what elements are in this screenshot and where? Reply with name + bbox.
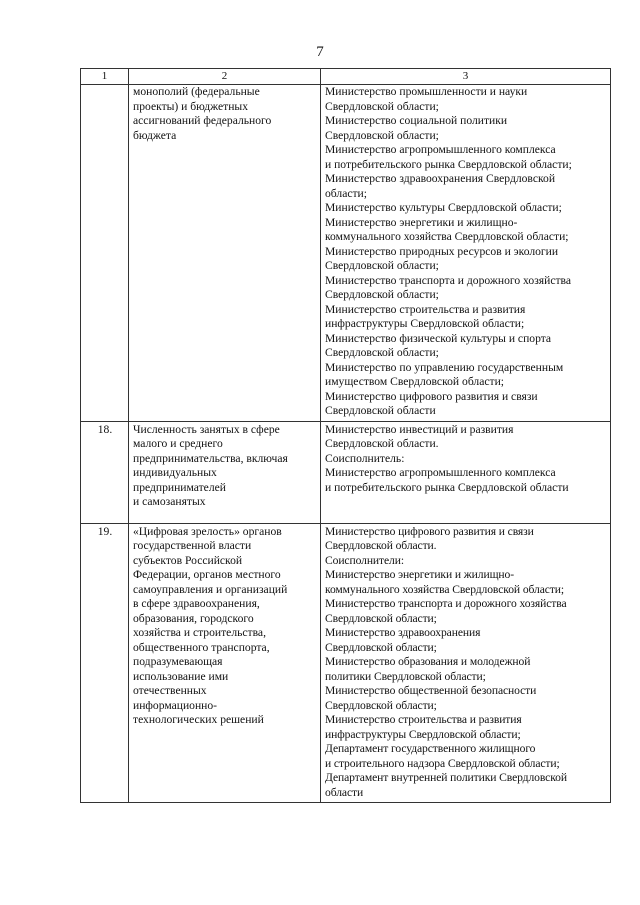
executors-cell: Министерство цифрового развития и связи Свердловской области. Соисполнители: Министерство энергетики и жилищно- коммунального хозяйства Свердловской области; Министерство транспорта и дорожного хозяйства Свердловской области; Министерство здравоохранения Свердловской области; Министерство образования и молодежной политики Свердловской области; Министерство общественной безопасности Свердловской области; Министерство строительства и развития инфраструктуры Свердловской области; Департамент государственного жилищного и строительного надзора Свердловской области; Департамент внутренней политики Свердловской области (321, 523, 611, 803)
row-number: 18. (81, 421, 129, 523)
header-col-1: 1 (81, 69, 129, 85)
row-number: 19. (81, 523, 129, 803)
executors-cell: Министерство промышленности и науки Свердловской области; Министерство социальной политики Свердловской области; Министерство агропромышленного комплекса и потребительского рынка Свердловской области; Министерство здравоохранения Свердловской области; Министерство культуры Свердловской области; Министерство энергетики и жилищно- коммунального хозяйства Свердловской области; Министерство природных ресурсов и экологии Свердловской области; Министерство транспорта и дорожного хозяйства Свердловской области; Министерство строительства и развития инфраструктуры Свердловской области; Министерство физической культуры и спорта Свердловской области; Министерство по управлению государственным имуществом Свердловской области; Министерство цифрового развития и связи Свердловской области (321, 85, 611, 422)
responsibility-table (80, 68, 611, 803)
table-row (81, 421, 611, 523)
executors-cell: Министерство инвестиций и развития Свердловской области. Соисполнитель: Министерство агропромышленного комплекса и потребительского рынка Свердловской области (321, 421, 611, 523)
table-row (81, 523, 611, 803)
header-col-3: 3 (321, 69, 611, 85)
indicator-cell: Численность занятых в сфере малого и среднего предпринимательства, включая индивидуальных предпринимателей и самозанятых (129, 421, 321, 523)
table-header-row (81, 69, 611, 85)
table-row (81, 85, 611, 422)
indicator-cell: монополий (федеральные проекты) и бюджетных ассигнований федерального бюджета (129, 85, 321, 422)
row-number (81, 85, 129, 422)
header-col-2: 2 (129, 69, 321, 85)
page-number: 7 (316, 44, 324, 60)
indicator-cell: «Цифровая зрелость» органов государственной власти субъектов Российской Федерации, органов местного самоуправления и организаций в сфере здравоохранения, образования, городского хозяйства и строительства, общественного транспорта, подразумевающая использование ими отечественных информационно- технологических решений (129, 523, 321, 803)
